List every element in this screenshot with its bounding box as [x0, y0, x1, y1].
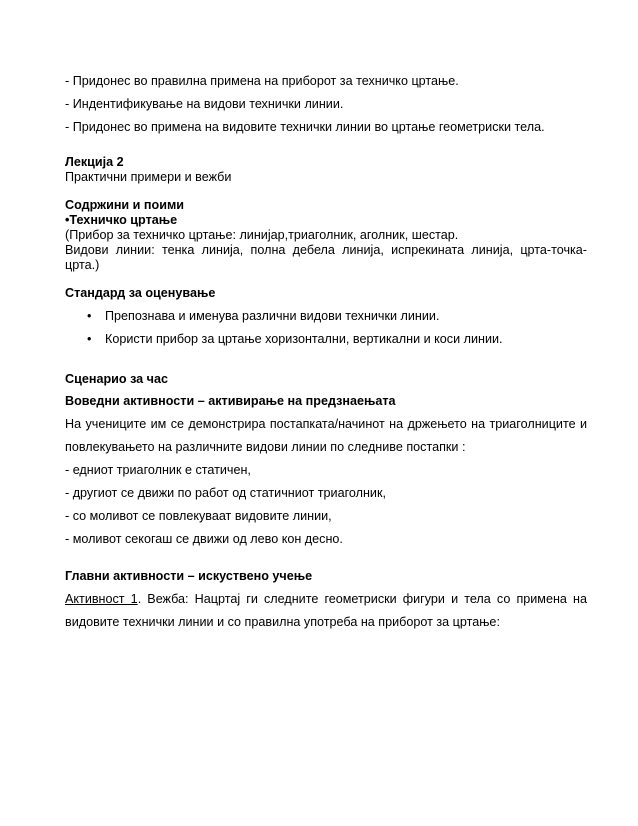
lesson-subtitle: Практични примери и вежби	[65, 170, 232, 184]
activity-text: . Вежба: Нацртај ги следните геометриски фигури и тела со примена на	[137, 592, 587, 606]
step-1: - едниот триаголник е статичен,	[65, 463, 251, 477]
bullet-glyph: •	[87, 309, 92, 323]
step-4: - моливот секогаш се движи од лево кон десно.	[65, 532, 343, 546]
step-3: - со моливот се повлекуваат видовите линии,	[65, 509, 332, 523]
outcome-3: - Придонес во примена на видовите технички линии во цртање геометриски тела.	[65, 120, 545, 134]
outcome-1: - Придонес во правилна примена на приборот за техничко цртање.	[65, 74, 459, 88]
intro-heading: Воведни активности – активирање на предзнаењата	[65, 394, 396, 408]
outcome-2: - Индентификување на видови технички линии.	[65, 97, 344, 111]
bullet-glyph: •	[87, 332, 92, 346]
list-item	[65, 331, 587, 348]
list-item	[65, 308, 587, 325]
step-2: - другиот се движи по работ од статичниот триаголник,	[65, 486, 386, 500]
content-lines-1: Видови линии: тенка линија, полна дебела линија, испрекината линија, црта-точка-	[65, 243, 587, 257]
intro-line-1: На учениците им се демонстрира постапката/начинот на држењето на триаголниците и	[65, 417, 587, 431]
activity-label: Активност 1	[65, 592, 138, 606]
intro-line-2: повлекувањето на различните видови линии по следниве постапки :	[65, 440, 466, 454]
content-lines-2: црта.)	[65, 258, 100, 272]
content-heading: Содржини и поими	[65, 198, 185, 212]
activity-line-2: видовите технички линии и со правилна употреба на приборот за цртање:	[65, 615, 500, 629]
standard-item-1: Препознава и именува различни видови технички линии.	[105, 309, 440, 323]
activity-line-1	[65, 591, 587, 608]
main-activities-heading: Главни активности – искуствено учење	[65, 569, 313, 583]
standard-item-2: Користи прибор за цртање хоризонтални, вертикални и коси линии.	[105, 332, 503, 346]
content-tools: (Прибор за техничко цртање: линијар,триаголник, аголник, шестар.	[65, 228, 459, 242]
content-topic: •Техничко цртање	[65, 213, 178, 227]
standard-heading: Стандард за оценување	[65, 286, 216, 300]
lesson-heading: Лекција 2	[65, 155, 124, 169]
scenario-heading: Сценарио за час	[65, 372, 168, 386]
